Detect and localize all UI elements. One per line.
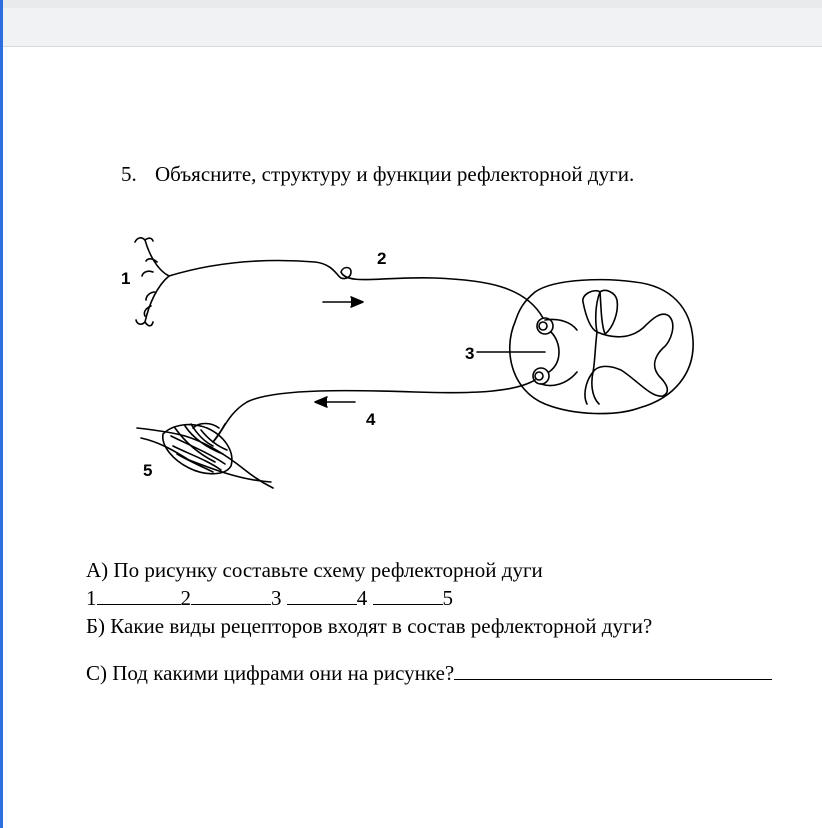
label-2: 2 xyxy=(377,249,387,268)
top-toolbar-strip xyxy=(3,0,822,8)
label-1: 1 xyxy=(121,269,131,288)
question-title xyxy=(121,162,634,187)
top-toolbar xyxy=(3,0,822,47)
receptor-endings xyxy=(135,238,169,326)
task-c-text: С) Под какими цифрами они на рисунке? xyxy=(86,661,455,685)
task-a: А) По рисунку составьте схему рефлекторной дуги xyxy=(86,558,543,582)
label-5: 5 xyxy=(143,461,153,480)
question-number: 5. xyxy=(121,162,137,186)
effector-muscle xyxy=(137,424,273,489)
task-c-answer-line[interactable] xyxy=(454,659,772,680)
blank-2-3[interactable] xyxy=(191,586,271,605)
blank-3-4[interactable] xyxy=(287,586,357,605)
question-text: Объясните, структуру и функции рефлекторной дуги. xyxy=(155,162,635,186)
spinal-cord-section xyxy=(510,280,693,414)
blank-4-5[interactable] xyxy=(373,586,443,605)
blank-number-2: 2 xyxy=(180,586,191,610)
label-3: 3 xyxy=(465,344,475,363)
task-b: Б) Какие виды рецепторов входят в состав рефлекторной дуги? xyxy=(86,614,653,638)
sensory-neuron xyxy=(169,261,543,318)
left-border xyxy=(0,0,3,828)
label-4: 4 xyxy=(366,410,376,429)
blank-number-3: 3 xyxy=(271,586,282,610)
reflex-arc-diagram xyxy=(115,232,705,494)
blank-number-1: 1 xyxy=(86,586,97,610)
blank-number-4: 4 xyxy=(356,586,368,610)
blank-number-5: 5 xyxy=(442,586,453,610)
blank-1-2[interactable] xyxy=(97,586,181,605)
task-c xyxy=(86,659,772,686)
arc-scheme-blanks xyxy=(86,586,453,611)
